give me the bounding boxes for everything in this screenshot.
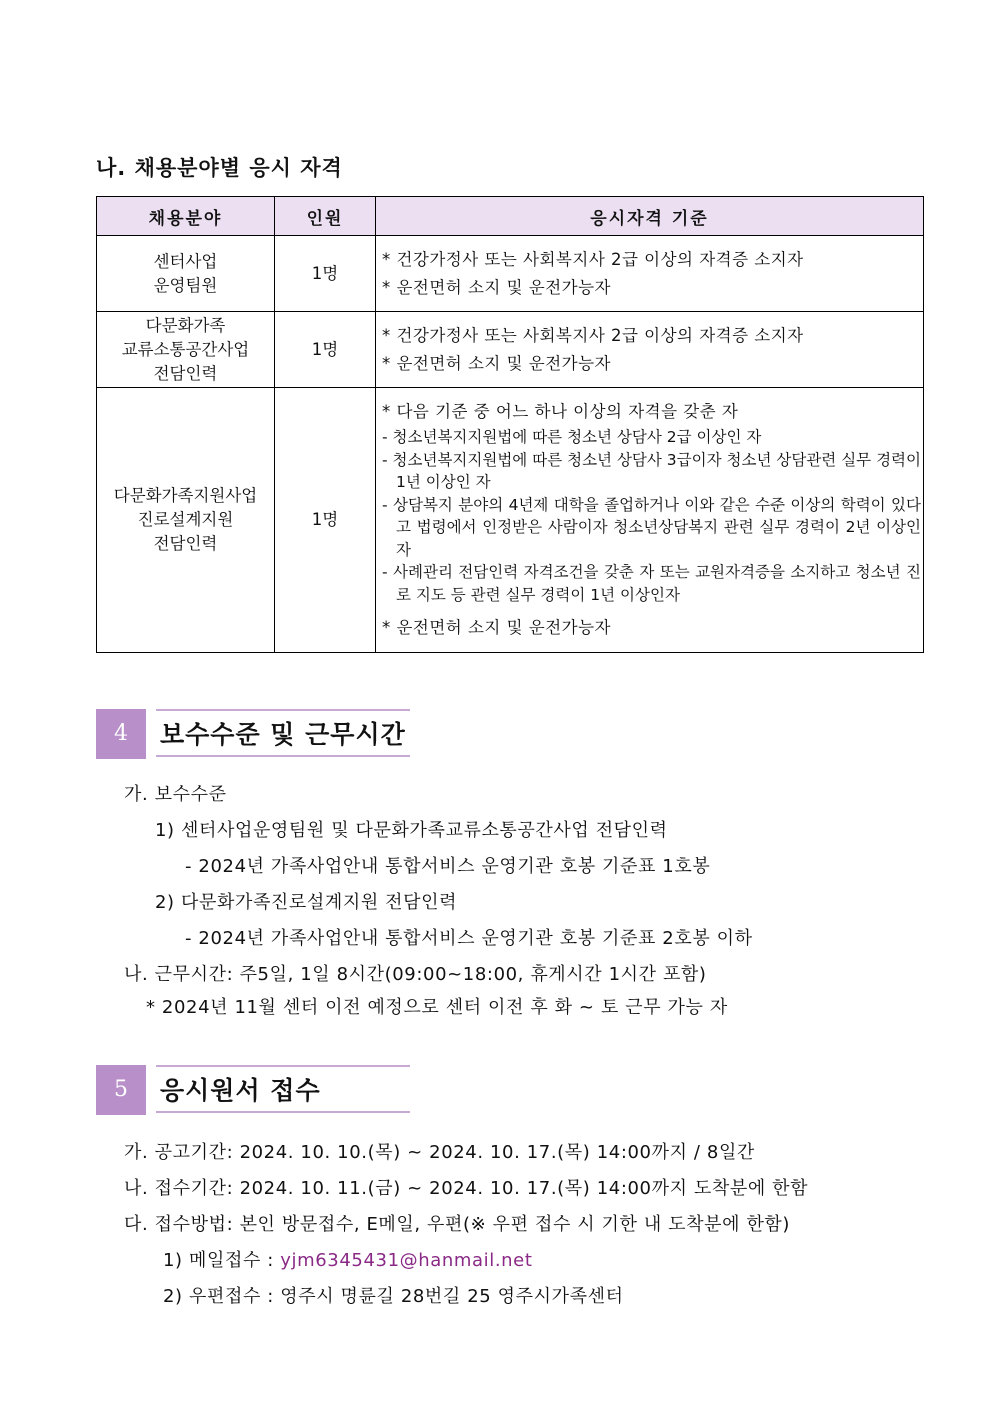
field-line: 다문화가족지원사업 <box>113 486 258 505</box>
criteria-cell <box>376 312 924 388</box>
criteria-item: - 상담복지 분야의 4년제 대학을 졸업하거나 이와 같은 수준 이상의 학력이 있다고 법령에서 인정받은 사람이자 청소년상담복지 관련 실무 경력이 2년 이상인 자 <box>382 495 921 559</box>
criteria-cell <box>376 236 924 312</box>
pay-detail: - 2024년 가족사업안내 통합서비스 운영기관 호봉 기준표 2호봉 이하 <box>185 928 753 949</box>
table-row <box>97 312 924 388</box>
criteria-item: * 운전면허 소지 및 운전가능자 <box>382 353 611 373</box>
section-number-badge: 4 <box>96 709 146 759</box>
criteria-item: - 사례관리 전담인력 자격조건을 갖춘 자 또는 교원자격증을 소지하고 청소년 진로 지도 등 관련 실무 경력이 1년 이상인자 <box>382 563 921 604</box>
count-cell: 1명 <box>275 388 376 653</box>
criteria-item: - 청소년복지지원법에 따른 청소년 상담사 3급이자 청소년 상담관련 실무 경력이 1년 이상인 자 <box>382 450 921 491</box>
field-line: 교류소통공간사업 <box>121 339 250 359</box>
mail-address-link[interactable]: yjm6345431@hanmail.net <box>280 1250 533 1271</box>
header-count: 인원 <box>275 197 376 236</box>
field-line: 진로설계지원 <box>137 510 234 529</box>
mail-label: 1) 메일접수 : <box>163 1250 281 1271</box>
application-method: 다. 접수방법: 본인 방문접수, E메일, 우편(※ 우편 접수 시 기한 내 도착분에 한함) <box>124 1214 791 1235</box>
work-note: * 2024년 11월 센터 이전 예정으로 센터 이전 후 화 ~ 토 근무 가능 자 <box>146 997 728 1018</box>
section-number-badge: 5 <box>96 1065 146 1115</box>
field-line: 다문화가족 <box>145 315 226 335</box>
pay-item: 2) 다문화가족진로설계지원 전담인력 <box>155 892 458 913</box>
field-cell <box>97 236 275 312</box>
count-cell: 1명 <box>275 236 376 312</box>
pay-detail: - 2024년 가족사업안내 통합서비스 운영기관 호봉 기준표 1호봉 <box>185 856 711 877</box>
criteria-intro: * 다음 기준 중 어느 하나 이상의 자격을 갖춘 자 <box>382 402 739 421</box>
section-4-header <box>96 709 410 759</box>
criteria-item: * 건강가정사 또는 사회복지사 2급 이상의 자격증 소지자 <box>382 325 804 345</box>
section-title: 보수수준 및 근무시간 <box>156 709 410 757</box>
count-cell: 1명 <box>275 312 376 388</box>
table-row <box>97 388 924 653</box>
field-line: 전담인력 <box>153 363 218 383</box>
criteria-item: * 건강가정사 또는 사회복지사 2급 이상의 자격증 소지자 <box>382 249 804 269</box>
table-header-row <box>97 197 924 236</box>
header-criteria: 응시자격 기준 <box>376 197 924 236</box>
work-hours: 나. 근무시간: 주5일, 1일 8시간(09:00~18:00, 휴게시간 1시간 포함) <box>124 964 707 985</box>
criteria-item: - 청소년복지지원법에 따른 청소년 상담사 2급 이상인 자 <box>382 428 762 446</box>
criteria-item: * 운전면허 소지 및 운전가능자 <box>382 277 611 297</box>
notice-period: 가. 공고기간: 2024. 10. 10.(목) ~ 2024. 10. 17.(목) 14:00까지 / 8일간 <box>124 1142 755 1163</box>
pay-heading: 가. 보수수준 <box>124 784 227 805</box>
field-line: 센터사업 <box>153 251 218 271</box>
criteria-outro: * 운전면허 소지 및 운전가능자 <box>382 618 611 637</box>
section-5-header <box>96 1065 410 1115</box>
header-field: 채용분야 <box>97 197 275 236</box>
mail-application <box>163 1246 533 1272</box>
field-cell <box>97 388 275 653</box>
application-period: 나. 접수기간: 2024. 10. 11.(금) ~ 2024. 10. 17.(목) 14:00까지 도착분에 한함 <box>124 1178 809 1199</box>
criteria-cell <box>376 388 924 653</box>
spacer <box>382 606 921 614</box>
subsection-title: 나. 채용분야별 응시 자격 <box>96 156 343 180</box>
table-row <box>97 236 924 312</box>
post-application: 2) 우편접수 : 영주시 명륜길 28번길 25 영주시가족센터 <box>163 1286 624 1307</box>
field-cell <box>97 312 275 388</box>
field-line: 전담인력 <box>153 534 218 553</box>
section-title: 응시원서 접수 <box>156 1065 410 1113</box>
field-line: 운영팀원 <box>153 275 218 295</box>
qualification-table <box>96 196 924 653</box>
pay-item: 1) 센터사업운영팀원 및 다문화가족교류소통공간사업 전담인력 <box>155 820 668 841</box>
